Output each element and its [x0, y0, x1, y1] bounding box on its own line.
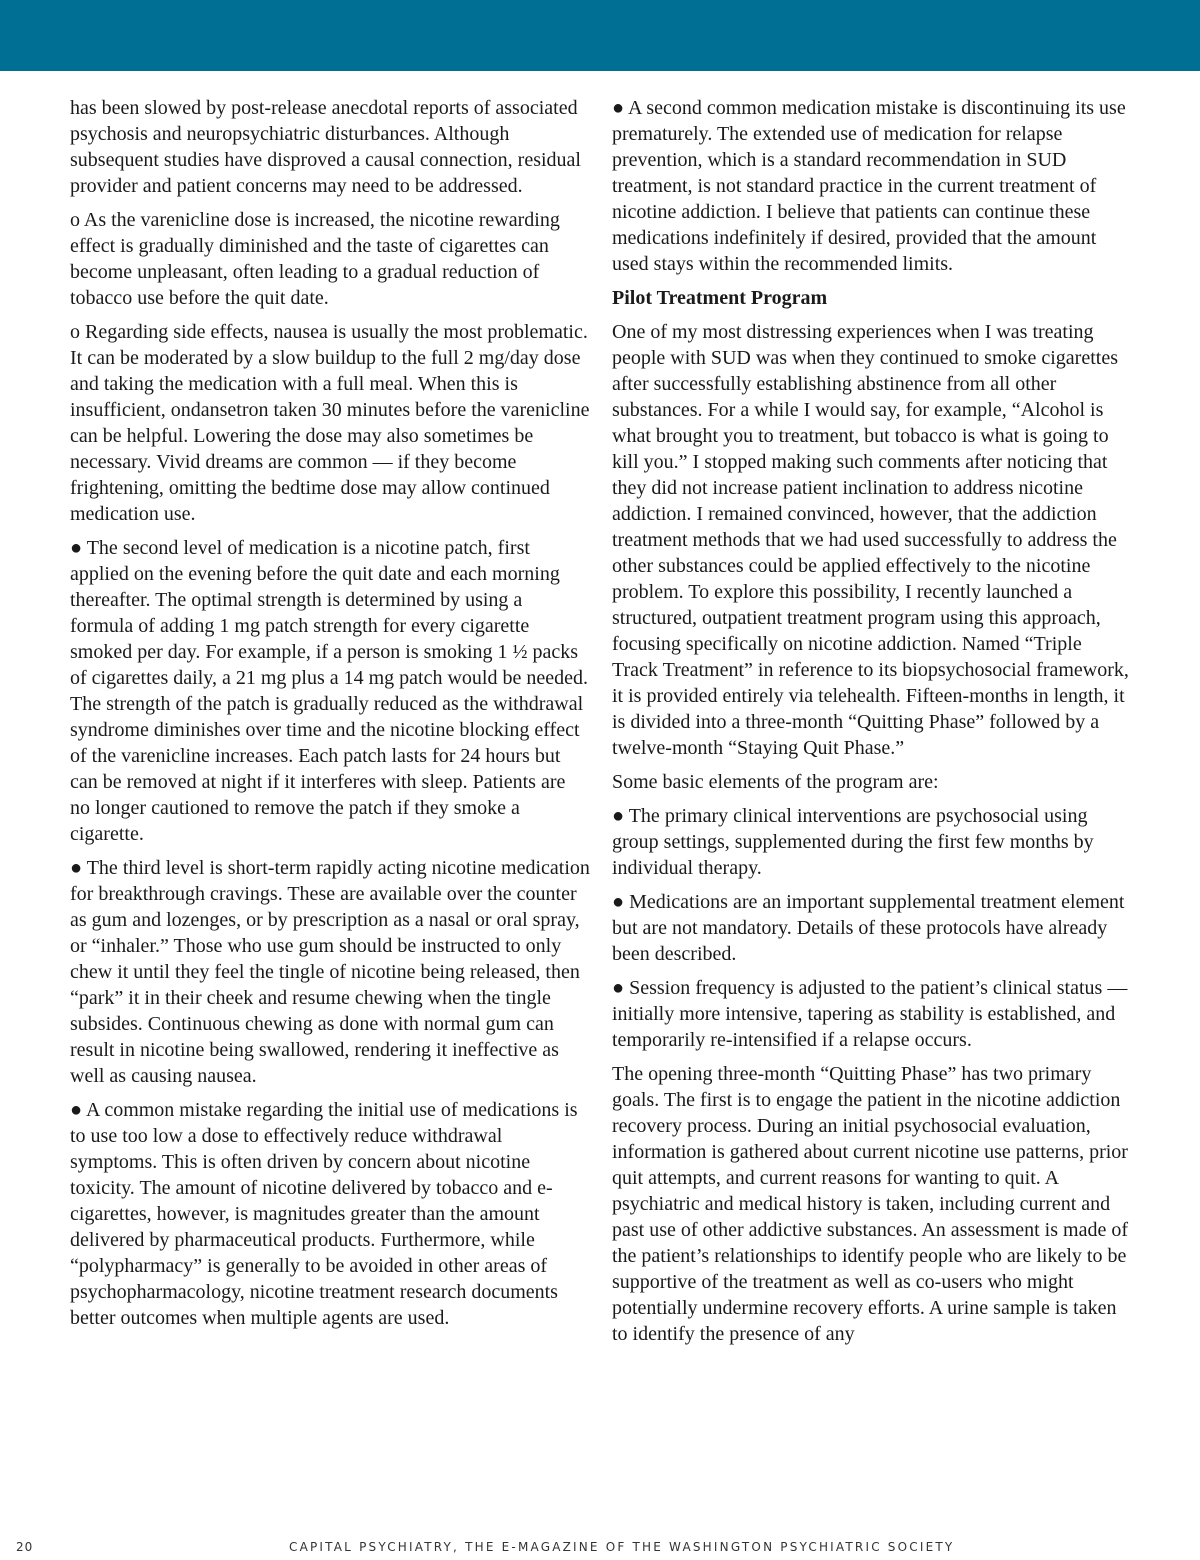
paragraph-program-background: One of my most distressing experiences when I was treating people with SUD was when they continued to smoke cigarettes after successfully establishing abstinence from all other substances. For a while I would say, for example, “Alcohol is what brought you to treatment, but tobacco is what is going to kill you.” I stopped making such comments after noticing that they did not increase patient inclination to address nicotine addiction. I remained convinced, however, that the addiction treatment methods that we had used successfully to address the other substances could be applied effectively to the nicotine problem. To explore this possibility, I recently launched a structured, outpatient treatment program using this approach, focusing specifically on nicotine addiction. Named “Triple Track Treatment” in reference to its biopsychosocial framework, it is provided entirely via telehealth. Fifteen-months in length, it is divided into a three-month “Quitting Phase” followed by a twelve-month “Staying Quit Phase.”: [612, 321, 1129, 759]
paragraph-varenicline-dose: o As the varenicline dose is increased, the nicotine rewarding effect is gradually diminished and the taste of cigarettes can become unpleasant, often leading to a gradual reduction of tobacco use before the quit date.: [70, 209, 560, 309]
paragraph-side-effects: o Regarding side effects, nausea is usually the most problematic. It can be moderated by a slow buildup to the full 2 mg/day dose and taking the medication with a full meal. When this is insufficient, ondansetron taken 30 minutes before the varenicline can be helpful. Lowering the dose may also sometimes be necessary. Vivid dreams are common — if they become frightening, omitting the bedtime dose may allow continued medication use.: [70, 321, 590, 525]
paragraph-dosing-mistake: ● A common mistake regarding the initial use of medications is to use too low a dose to effectively reduce withdrawal symptoms. This is often driven by concern about nicotine toxicity. The amount of nicotine delivered by tobacco and e-cigarettes, however, is magnitudes greater than the amount delivered by pharmaceutical products. Furthermore, while “polypharmacy” is generally to be avoided in other areas of psychopharmacology, nicotine treatment research documents better outcomes when multiple agents are used.: [70, 1099, 578, 1329]
paragraph-session-frequency: ● Session frequency is adjusted to the patient’s clinical status — initially more intensive, tapering as stability is established, and temporarily re-intensified if a relapse occurs.: [612, 977, 1128, 1051]
left-column: [70, 95, 590, 1339]
page-number: 20: [16, 1540, 34, 1554]
paragraph-varenicline-concerns: has been slowed by post-release anecdotal reports of associated psychosis and neuropsychiatric disturbances. Although subsequent studies have disproved a causal connection, residual provider and patient concerns may need to be addressed.: [70, 97, 581, 197]
paragraph-discontinuing-mistake: ● A second common medication mistake is discontinuing its use prematurely. The extended use of medication for relapse prevention, which is a standard recommendation in SUD treatment, is not standard practice in the current treatment of nicotine addiction. I believe that patients can continue these medications indefinitely if desired, provided that the amount used stays within the recommended limits.: [612, 97, 1126, 275]
paragraph-basic-elements-intro: Some basic elements of the program are:: [612, 771, 939, 793]
paragraph-quitting-phase: The opening three-month “Quitting Phase” has two primary goals. The first is to engage the patient in the nicotine addiction recovery process. During an initial psychosocial evaluation, information is gathered about current nicotine use patterns, prior quit attempts, and current reasons for wanting to quit. A psychiatric and medical history is taken, including current and past use of other addictive substances. An assessment is made of the patient’s relationships to identify people who are likely to be supportive of the treatment as well as co-users who might potentially undermine recovery efforts. A urine sample is taken to identify the presence of any: [612, 1063, 1128, 1345]
section-heading: Pilot Treatment Program: [612, 287, 828, 309]
paragraph-psychosocial-interventions: ● The primary clinical interventions are psychosocial using group settings, supplemented during the first few months by individual therapy.: [612, 805, 1094, 879]
paragraph-medications-element: ● Medications are an important supplemental treatment element but are not mandatory. Details of these protocols have already been described.: [612, 891, 1125, 965]
publication-title: CAPITAL PSYCHIATRY, THE E-MAGAZINE OF THE WASHINGTON PSYCHIATRIC SOCIETY: [289, 1540, 955, 1554]
page-footer: [0, 1540, 1200, 1560]
paragraph-nicotine-patch: ● The second level of medication is a nicotine patch, first applied on the evening before the quit date and each morning thereafter. The optimal strength is determined by using a formula of adding 1 mg patch strength for every cigarette smoked per day. For example, if a person is smoking 1 ½ packs of cigarettes daily, a 21 mg plus a 14 mg patch would be needed. The strength of the patch is gradually reduced as the withdrawal syndrome diminishes over time and the nicotine blocking effect of the varenicline increases. Each patch lasts for 24 hours but can be removed at night if it interferes with sleep. Patients are no longer cautioned to remove the patch if they smoke a cigarette.: [70, 537, 588, 845]
right-column: [612, 95, 1132, 1355]
paragraph-short-term-medication: ● The third level is short-term rapidly acting nicotine medication for breakthrough cravings. These are available over the counter as gum and lozenges, or by prescription as a nasal or oral spray, or “inhaler.” Those who use gum should be instructed to only chew it until they feel the tingle of nicotine being released, then “park” it in their cheek and resume chewing when the tingle subsides. Continuous chewing as done with normal gum can result in nicotine being swallowed, rendering it ineffective as well as causing nausea.: [70, 857, 590, 1087]
header-color-band: [0, 0, 1200, 71]
